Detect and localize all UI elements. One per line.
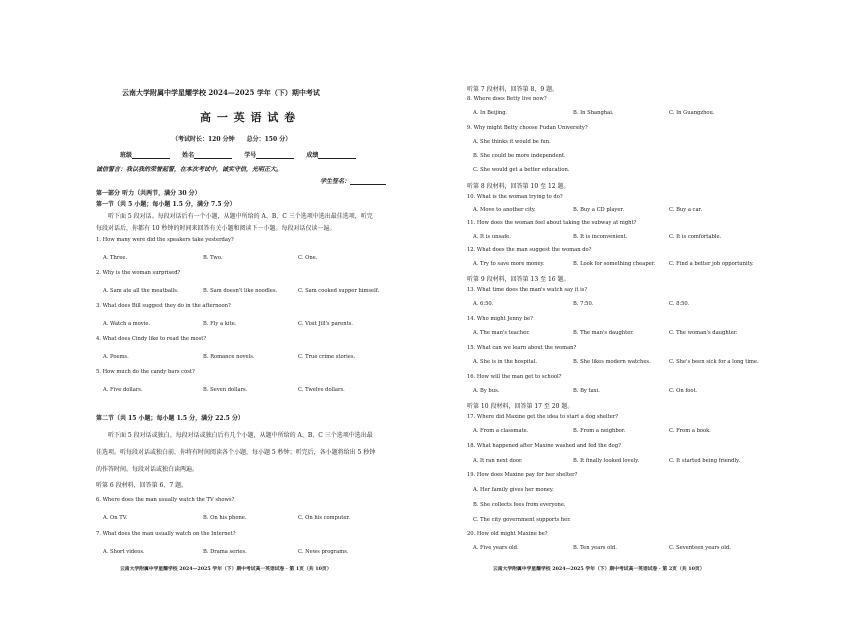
q17-option-c[interactable]: C. From a book. [669, 428, 711, 434]
q9-option-b[interactable]: B. She could be more independent. [473, 153, 566, 159]
name-blank[interactable] [194, 152, 232, 159]
q5-option-c[interactable]: C. Twelve dollars. [298, 387, 345, 393]
question-4: 4. What does Cindy like to read the most? [96, 336, 207, 342]
q6-option-b[interactable]: B. On his phone. [203, 515, 247, 521]
question-15: 15. What can we learn about the woman? [467, 345, 577, 351]
q7-option-a[interactable]: A. Short videos. [103, 549, 145, 555]
q7-option-c[interactable]: C. News programs. [298, 549, 349, 555]
question-7: 7. What does the man usually watch on the Internet? [96, 531, 236, 537]
q5-option-a[interactable]: A. Five dollars. [103, 387, 143, 393]
q14-option-c[interactable]: C. The woman's daughter. [669, 330, 738, 336]
q12-option-c[interactable]: C. Find a better job opportunity. [669, 261, 754, 267]
q14-option-a[interactable]: A. The man's teacher. [473, 330, 530, 336]
q11-option-b[interactable]: B. It is inconvenient. [573, 234, 628, 240]
name-label: 姓名 [182, 152, 195, 159]
sec2-instructions-line3: 的作答时间。每段对话或独白读两遍。 [96, 466, 199, 473]
score-label: 成绩 [306, 152, 319, 159]
q1-option-b[interactable]: B. Two. [203, 255, 223, 261]
page-1-footer: 云南大学附属中学星耀学校 2024—2025 学年（下）期中考试高一英语试卷 · 第 1页（共 10页） [120, 566, 332, 572]
question-10: 10. What is the woman trying to do? [467, 194, 563, 200]
exam-info: （考试时长：120 分钟 总分：150 分） [172, 136, 292, 143]
question-3: 3. What does Bill suggest they do in the afternoon? [96, 303, 231, 309]
class-label: 班级 [120, 152, 133, 159]
q11-option-a[interactable]: A. It is unsafe. [473, 234, 511, 240]
signature-field [320, 176, 386, 185]
q10-option-c[interactable]: C. Buy a car. [669, 207, 703, 213]
q2-option-b[interactable]: B. Sam doesn't like noodles. [203, 288, 278, 294]
question-16: 16. How will the man get to school? [467, 374, 562, 380]
material-7-label: 听第 7 段材料，回答第 8、9 题。 [467, 86, 559, 93]
q13-option-b[interactable]: B. 7:50. [573, 301, 594, 307]
q18-option-a[interactable]: A. It ran next door. [473, 458, 523, 464]
q19-option-a[interactable]: A. Her family gives her money. [473, 487, 554, 493]
score-blank[interactable] [318, 152, 356, 159]
q16-option-c[interactable]: C. On foot. [669, 388, 698, 394]
q18-option-c[interactable]: C. It started being friendly. [669, 458, 741, 464]
q5-option-b[interactable]: B. Seven dollars. [203, 387, 248, 393]
q13-option-c[interactable]: C. 8:50. [669, 301, 690, 307]
q4-option-a[interactable]: A. Poems. [103, 354, 129, 360]
q2-option-c[interactable]: C. Sam cooked supper himself. [298, 288, 380, 294]
material-8-label: 听第 8 段材料，回答第 10 至 12 题。 [467, 183, 570, 190]
sec2-title: 第二节（共 15 小题；每小题 1.5 分，满分 22.5 分） [96, 415, 244, 422]
question-20: 20. How old might Maxine be? [467, 531, 548, 537]
q19-option-c[interactable]: C. The city government supports her. [473, 517, 571, 523]
question-9: 9. Why might Betty choose Fudan University? [467, 125, 588, 131]
q12-option-a[interactable]: A. Try to save more money. [473, 261, 545, 267]
q15-option-a[interactable]: A. She is in the hospital. [473, 359, 538, 365]
sec1-instructions-line1: 听下面 5 段对话。每段对话后有一个小题，从题中所给的 A、B、C 三个选项中选出最佳选项，听完 [108, 213, 373, 220]
q9-option-c[interactable]: C. She would get a better education. [473, 167, 570, 173]
exam-page-2 [445, 0, 860, 619]
q10-option-b[interactable]: B. Buy a CD player. [573, 207, 624, 213]
q18-option-b[interactable]: B. It finally looked lovely. [573, 458, 640, 464]
sec1-instructions-line2: 每段对话后，你都有 10 秒钟的时间来回答有关小题和阅读下一小题。每段对话仅读一遍。 [96, 225, 336, 232]
q20-option-c[interactable]: C. Seventeen years old. [669, 545, 731, 551]
q15-option-c[interactable]: C. She's been sick for a long time. [669, 359, 759, 365]
q20-option-a[interactable]: A. Five years old. [473, 545, 519, 551]
q19-option-b[interactable]: B. She collects fees from everyone. [473, 502, 566, 508]
q8-option-a[interactable]: A. In Beijing. [473, 110, 508, 116]
q9-option-a[interactable]: A. She thinks it would be fun. [473, 139, 551, 145]
question-12: 12. What does the man suggest the woman do? [467, 247, 592, 253]
class-blank[interactable] [132, 152, 170, 159]
q8-option-b[interactable]: B. In Shanghai. [573, 110, 614, 116]
question-13: 13. What time does the man's watch say it is? [467, 287, 588, 293]
q17-option-b[interactable]: B. From a neighbor. [573, 428, 626, 434]
honesty-pledge: 诚信誓言：我以我的荣誉起誓，在本次考试中，诚实守信，光明正大。 [96, 166, 283, 173]
q2-option-a[interactable]: A. Sam ate all the meatballs. [103, 288, 179, 294]
q14-option-b[interactable]: B. The man's daughter. [573, 330, 634, 336]
material-10-label: 听第 10 段材料，回答第 17 至 20 题。 [467, 403, 574, 410]
sec2-instructions-line1: 听下面 5 段对话或独白。每段对话或独白后有几个小题，从题中所给的 A、B、C 三个选项中选出最 [108, 432, 373, 439]
q7-option-b[interactable]: B. Drama series. [203, 549, 247, 555]
q1-option-a[interactable]: A. Three. [103, 255, 128, 261]
question-17: 17. Where did Maxine get the idea to start a dog shelter? [467, 414, 619, 420]
q11-option-c[interactable]: C. It is comfortable. [669, 234, 722, 240]
q6-option-a[interactable]: A. On TV. [103, 515, 128, 521]
sec2-instructions-line2: 佳选项。听每段对话或独白前，你将有时间阅读各个小题，每小题 5 秒钟；听完后，各小题将给出 5 秒钟 [96, 449, 376, 456]
question-11: 11. How does the woman feel about taking the subway at night? [467, 220, 637, 226]
q16-option-b[interactable]: B. By taxi. [573, 388, 600, 394]
q12-option-b[interactable]: B. Look for something cheaper. [573, 261, 656, 267]
question-18: 18. What happened after Maxine washed and fed the dog? [467, 443, 621, 449]
q3-option-b[interactable]: B. Fly a kite. [203, 321, 237, 327]
sec1-title: 第一节（共 5 小题；每小题 1.5 分，满分 7.5 分） [96, 201, 236, 208]
id-blank[interactable] [256, 152, 294, 159]
q15-option-b[interactable]: B. She likes modern watches. [573, 359, 651, 365]
q6-option-c[interactable]: C. On his computer. [298, 515, 350, 521]
question-1: 1. How many were did the speakers take yesterday? [96, 237, 234, 243]
question-14: 14. Who might Jenny be? [467, 316, 533, 322]
question-8: 8. Where does Betty live now? [467, 96, 547, 102]
question-19: 19. How does Maxine pay for her shelter? [467, 472, 578, 478]
school-title: 云南大学附属中学星耀学校 2024—2025 学年（下）期中考试 [122, 88, 320, 97]
q4-option-c[interactable]: C. True crime stories. [298, 354, 356, 360]
student-fields [120, 150, 356, 159]
q8-option-c[interactable]: C. In Guangzhou. [669, 110, 715, 116]
q3-option-a[interactable]: A. Watch a movie. [103, 321, 151, 327]
material-6-label: 听第 6 段材料，回答第 6、7 题。 [96, 482, 188, 489]
subject-title: 高 一 英 语 试 卷 [200, 111, 297, 124]
question-5: 5. How much do the candy bars cost? [96, 369, 195, 375]
q17-option-a[interactable]: A. From a classmate. [473, 428, 529, 434]
signature-blank[interactable] [350, 178, 386, 185]
question-2: 2. Why is the woman surprised? [96, 270, 181, 276]
q1-option-c[interactable]: C. One. [298, 255, 318, 261]
q16-option-a[interactable]: A. By bus. [473, 388, 500, 394]
id-label: 学号 [244, 152, 257, 159]
signature-label: 学生签名： [320, 178, 351, 185]
material-9-label: 听第 9 段材料，回答第 13 至 16 题。 [467, 276, 570, 283]
q20-option-b[interactable]: B. Ten years old. [573, 545, 617, 551]
q4-option-b[interactable]: B. Romance novels. [203, 354, 255, 360]
q13-option-a[interactable]: A. 6:50. [473, 301, 494, 307]
page-2-footer: 云南大学附属中学星耀学校 2024—2025 学年（下）期中考试高一英语试卷 · 第 2页（共 10页） [493, 566, 705, 572]
question-6: 6. Where does the man usually watch the TV shows? [96, 497, 235, 503]
q3-option-c[interactable]: C. Visit Jill's parents. [298, 321, 353, 327]
part1-title: 第一部分 听力（共两节，满分 30 分） [96, 190, 201, 197]
q10-option-a[interactable]: A. Move to another city. [473, 207, 536, 213]
